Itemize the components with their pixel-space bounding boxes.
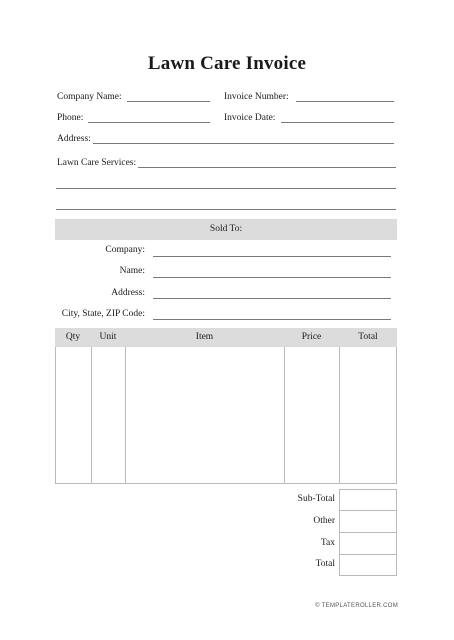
footer-copyright: © TEMPLATEROLLER.COM [315,603,398,609]
sold-to-company-field[interactable] [153,256,391,257]
phone-label: Phone: [57,113,84,123]
services-field-line-2[interactable] [56,188,396,189]
column-header-price: Price [301,332,322,342]
other-label: Other [313,516,335,526]
company-name-label: Company Name: [57,92,122,102]
subtotal-label: Sub-Total [297,494,335,504]
address-field[interactable] [93,143,394,144]
lawn-care-services-label: Lawn Care Services: [57,158,137,168]
column-header-total: Total [358,332,378,342]
tax-label: Tax [320,538,335,548]
sold-to-name-field[interactable] [153,277,391,278]
column-divider [339,347,340,484]
sold-to-city-state-zip-field[interactable] [153,319,391,320]
invoice-date-field[interactable] [281,122,394,123]
sold-to-header-bar [55,219,397,240]
subtotal-value-cell[interactable] [340,490,396,510]
sold-to-name-label: Name: [119,266,145,276]
sold-to-city-state-zip-label: City, State, ZIP Code: [61,309,145,319]
phone-field[interactable] [88,122,210,123]
column-header-qty: Qty [65,332,81,342]
page-title: Lawn Care Invoice [147,53,307,74]
total-label: Total [315,559,335,569]
sold-to-company-label: Company: [105,245,145,255]
column-divider [91,347,92,484]
other-value-cell[interactable] [340,511,396,532]
item-table-body[interactable] [55,347,397,484]
address-label: Address: [57,134,91,144]
invoice-number-field[interactable] [296,101,394,102]
invoice-date-label: Invoice Date: [224,113,276,123]
invoice-number-label: Invoice Number: [224,92,289,102]
column-divider [125,347,126,484]
sold-to-address-label: Address: [111,288,145,298]
services-field-line-1[interactable] [138,167,396,168]
column-divider [284,347,285,484]
column-header-item: Item [195,332,214,342]
sold-to-address-field[interactable] [153,298,391,299]
company-name-field[interactable] [127,101,210,102]
column-header-unit: Unit [99,332,117,342]
services-field-line-3[interactable] [56,209,396,210]
total-value-cell[interactable] [340,555,396,575]
tax-value-cell[interactable] [340,533,396,554]
sold-to-heading: Sold To: [209,224,243,234]
